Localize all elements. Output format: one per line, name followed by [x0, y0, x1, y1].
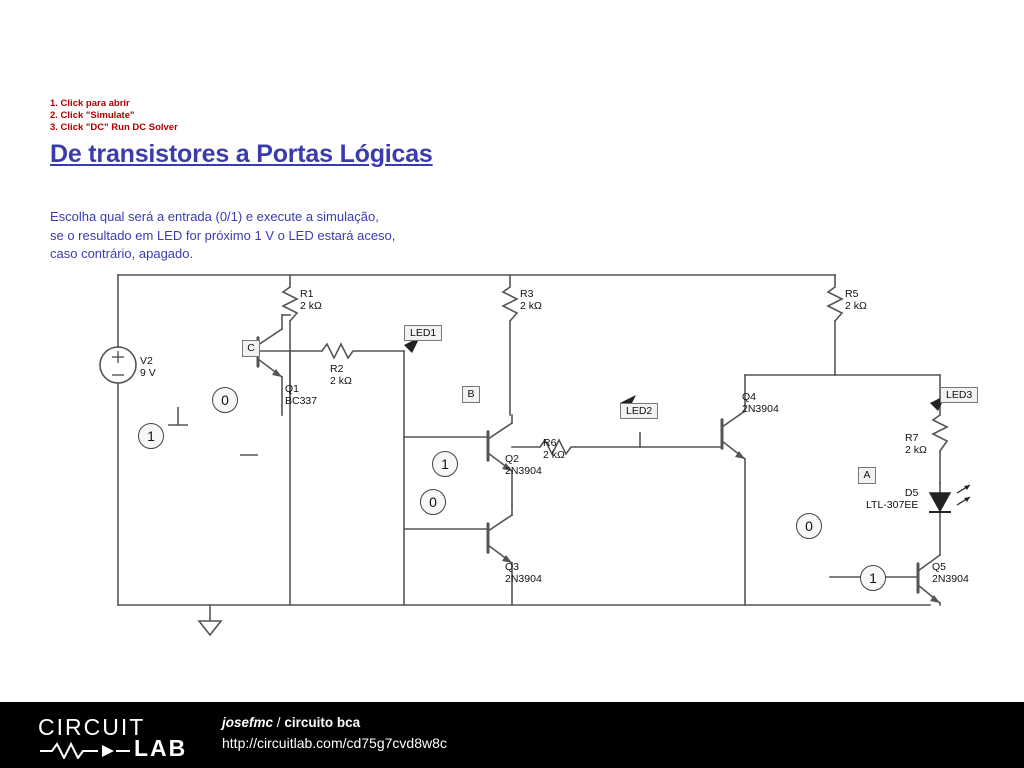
component-value-r7: 2 kΩ [905, 444, 927, 456]
input-toggle-supply-1[interactable]: 1 [138, 423, 164, 449]
component-value-q3: 2N3904 [505, 573, 542, 585]
instruction-line-1: 1. Click para abrir [50, 98, 130, 109]
component-name-r2: R2 [330, 363, 344, 375]
component-name-r5: R5 [845, 288, 859, 300]
intro-line-3: caso contrário, apagado. [50, 246, 194, 261]
component-label-q3 [505, 561, 542, 585]
footer-url[interactable]: http://circuitlab.com/cd75g7cvd8w8c [222, 735, 447, 751]
probe-label-led3[interactable]: LED3 [940, 387, 978, 403]
component-value-q4: 2N3904 [742, 403, 779, 415]
component-value-v2: 9 V [140, 367, 156, 379]
input-toggle-b-1[interactable]: 1 [432, 451, 458, 477]
input-toggle-b-0[interactable]: 0 [420, 489, 446, 515]
circuitlab-logo [38, 714, 188, 766]
component-label-q5 [932, 561, 969, 585]
component-value-q2: 2N3904 [505, 465, 542, 477]
instructions-block [50, 98, 178, 134]
component-name-q2: Q2 [505, 453, 520, 465]
intro-line-1: Escolha qual será a entrada (0/1) e execute a simulação, [50, 209, 379, 224]
footer-project-name: circuito bca [284, 715, 361, 730]
component-name-q4: Q4 [742, 391, 757, 403]
instruction-line-3: 3. Click "DC" Run DC Solver [50, 122, 178, 133]
logo-word-circuit: CIRCUIT [38, 714, 146, 740]
footer-username: josefmc [222, 715, 274, 730]
component-name-q3: Q3 [505, 561, 520, 573]
input-toggle-a-0[interactable]: 0 [796, 513, 822, 539]
component-label-q1 [285, 383, 317, 407]
component-name-r6: R6 [543, 437, 557, 449]
input-toggle-a-1[interactable]: 1 [860, 565, 886, 591]
component-value-r3: 2 kΩ [520, 300, 542, 312]
component-value-q1: BC337 [285, 395, 318, 407]
component-label-q2 [505, 453, 542, 477]
component-label-r1 [300, 288, 322, 312]
component-value-r2: 2 kΩ [330, 375, 352, 387]
instruction-line-2: 2. Click "Simulate" [50, 110, 135, 121]
page-title: De transistores a Portas Lógicas [50, 140, 433, 168]
footer-bar [0, 702, 1024, 768]
component-label-r6 [543, 437, 565, 461]
component-value-r6: 2 kΩ [543, 449, 565, 461]
component-label-d5 [866, 487, 918, 511]
component-label-r7 [905, 432, 927, 456]
component-name-r1: R1 [300, 288, 314, 300]
component-name-q1: Q1 [285, 383, 300, 395]
component-name-r7: R7 [905, 432, 919, 444]
circuit-schematic[interactable] [0, 255, 1024, 655]
component-name-d5: D5 [904, 487, 919, 499]
intro-line-2: se o resultado em LED for próximo 1 V o LED estará aceso, [50, 227, 396, 243]
footer-credits [222, 712, 447, 754]
component-name-q5: Q5 [932, 561, 947, 573]
node-label-a[interactable]: A [858, 467, 876, 484]
node-label-c[interactable]: C [242, 340, 260, 357]
component-name-r3: R3 [520, 288, 534, 300]
component-label-v2 [140, 355, 156, 379]
component-value-r1: 2 kΩ [300, 300, 322, 312]
probe-label-led1[interactable]: LED1 [404, 325, 442, 341]
input-toggle-c-0[interactable]: 0 [212, 387, 238, 413]
node-label-b[interactable]: B [462, 386, 480, 403]
logo-word-lab: LAB [134, 735, 188, 761]
probe-label-led2[interactable]: LED2 [620, 403, 658, 419]
component-label-q4 [742, 391, 779, 415]
component-value-q5: 2N3904 [932, 573, 969, 585]
component-name-v2: V2 [140, 355, 153, 367]
component-value-r5: 2 kΩ [845, 300, 867, 312]
component-label-r2 [330, 363, 352, 387]
footer-separator: / [276, 715, 281, 730]
component-label-r5 [845, 288, 867, 312]
component-label-r3 [520, 288, 542, 312]
component-value-d5: LTL-307EE [866, 499, 919, 511]
